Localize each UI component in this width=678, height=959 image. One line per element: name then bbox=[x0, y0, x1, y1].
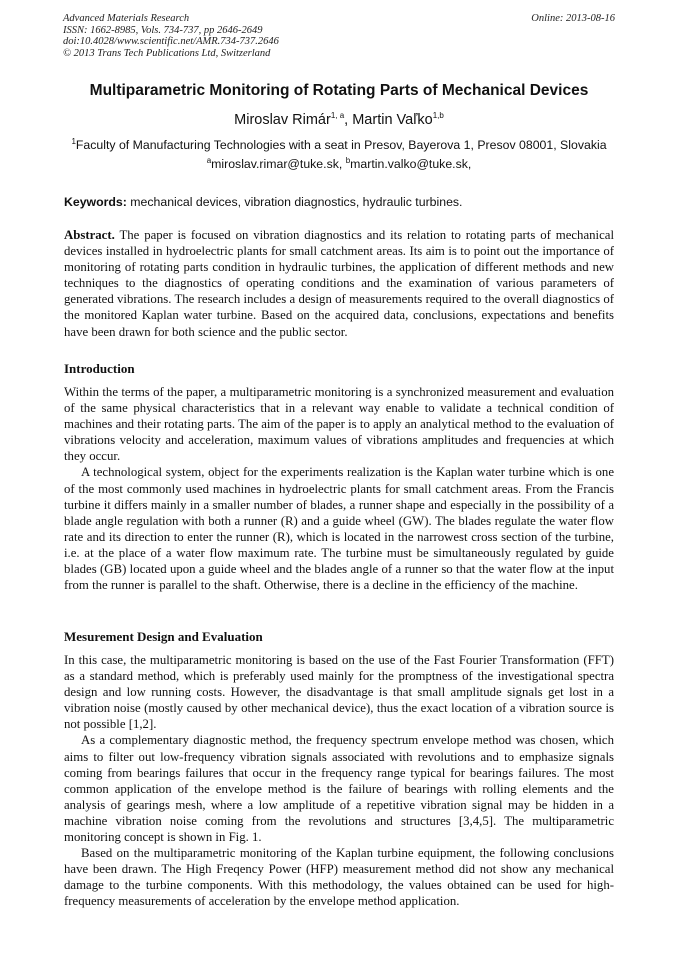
author-separator: , bbox=[344, 112, 353, 128]
email-mark: b bbox=[345, 155, 351, 165]
methods-section bbox=[64, 652, 614, 910]
introduction-section bbox=[64, 384, 614, 593]
abstract-section bbox=[64, 227, 614, 340]
author-affiliation-mark: 1,b bbox=[432, 111, 444, 121]
email-mark: a bbox=[206, 155, 212, 165]
paper-title: Multiparametric Monitoring of Rotating Parts of Mechanical Devices bbox=[89, 82, 589, 99]
author-email: martin.valko@tuke.sk, bbox=[350, 157, 472, 171]
issn-line: ISSN: 1662-8985, Vols. 734-737, pp 2646-2649 bbox=[63, 24, 263, 36]
paragraph: A technological system, object for the experiments realization is the Kaplan water turbine which is one of the most commonly used machines in hydroelectric plants for small catchment areas. From the Francis turbine it differs mainly in a smaller number of blades, a runner shape and especially in the possibility of a blade angle regulation with both a runner (R) and a guide wheel (GW). The blades regulate the water flow rate and its direction to enter the runner (R), which is located in the narrowest cross section of the turbine, i.e. at the place of a water flow maximum rate. The turbine must be simultaneously regulated by guide blades (GB) located upon a guide wheel and the blades angle of a runner so that the water flow at the input from the runner is parallel to the shaft. Otherwise, there is a decline in the efficiency of the machine. bbox=[64, 465, 614, 593]
keywords-label: Keywords: bbox=[64, 195, 127, 209]
keywords-text: mechanical devices, vibration diagnostics, hydraulic turbines. bbox=[126, 195, 463, 209]
author-affiliation-mark: 1, a bbox=[330, 111, 345, 121]
abstract-text: The paper is focused on vibration diagnostics and its relation to rotating parts of mechanical devices installed in hydroelectric plants for small catchment areas. Its aim is to point out the importance of monitoring of rotating parts condition in hydraulic turbines, the application of different methods and new techniques to the diagnostics of operating conditions and the examination of various parameters of generated vibrations. The research includes a design of measurements required to the overall diagnostics of the monitored Kaplan water turbine. Based on the acquired data, conclusions, expectations and benefits have been drawn for both science and the public sector. bbox=[64, 228, 614, 339]
affiliation-block bbox=[40, 136, 638, 174]
affiliation-line bbox=[40, 136, 638, 155]
author-name: Martin Vaľko bbox=[352, 112, 433, 128]
journal-header bbox=[63, 13, 615, 59]
journal-name: Advanced Materials Research bbox=[63, 13, 190, 24]
affiliation-text: Faculty of Manufacturing Technologies with a seat in Presov, Bayerova 1, Presov 08001, Slovakia bbox=[75, 138, 607, 152]
paragraph: In this case, the multiparametric monitoring is based on the use of the Fast Fourier Transformation (FFT) as a standard method, which is preferably used mainly for the promptness of the investigational spectra design and low running costs. However, the disadvantage is that small amplitude signals get lost in a vibration noise (mostly caused by other mechanical device), thus the exact location of a vibration source is not possible [1,2]. bbox=[64, 653, 614, 732]
copyright-line: © 2013 Trans Tech Publications Ltd, Switzerland bbox=[63, 47, 271, 59]
author-list bbox=[0, 112, 678, 128]
keywords-line bbox=[64, 195, 614, 209]
online-date: Online: 2013-08-16 bbox=[531, 13, 615, 24]
paragraph: Based on the multiparametric monitoring of the Kaplan turbine equipment, the following conclusions have been drawn. The High Freqency Power (HFP) measurement method did not show any mechanical damage to the turbine components. With this methodology, the values obtained can be used for high-frequency measurements of acceleration by the envelope method application. bbox=[64, 846, 614, 909]
email-line bbox=[40, 155, 638, 174]
abstract-label: Abstract. bbox=[64, 228, 115, 242]
affiliation-mark: 1 bbox=[71, 136, 76, 146]
author-name: Miroslav Rimár bbox=[234, 112, 331, 128]
author-email: miroslav.rimar@tuke.sk, bbox=[211, 157, 346, 171]
section-heading-methods: Mesurement Design and Evaluation bbox=[64, 629, 263, 644]
paragraph: As a complementary diagnostic method, the frequency spectrum envelope method was chosen, which aims to filter out low-frequency vibration signals associated with revolutions and to emphasize signals coming from bearings failures that occur in the frequency range typical for bearings failures. The most common application of the envelope method is the failure of bearings with rolling elements and the analysis of gearings mesh, where a low amplitude of a repetitive vibration signal may be hidden in a machine vibration noise coming from the revolutions and structures [3,4,5]. The multiparametric monitoring concept is shown in Fig. 1. bbox=[64, 733, 614, 845]
doi-line: doi:10.4028/www.scientific.net/AMR.734-737.2646 bbox=[63, 36, 279, 47]
paragraph: Within the terms of the paper, a multiparametric monitoring is a synchronized measurement and evaluation of the same physical characteristics that in a relevant way enable to validate a technical condition of machines and their rotating parts. The aim of the paper is to apply an analytical method to the evaluation of vibrations velocity and acceleration, maximum values of vibrations amplitudes and frequencies at which they occur. bbox=[64, 385, 614, 464]
section-heading-introduction: Introduction bbox=[64, 361, 135, 376]
